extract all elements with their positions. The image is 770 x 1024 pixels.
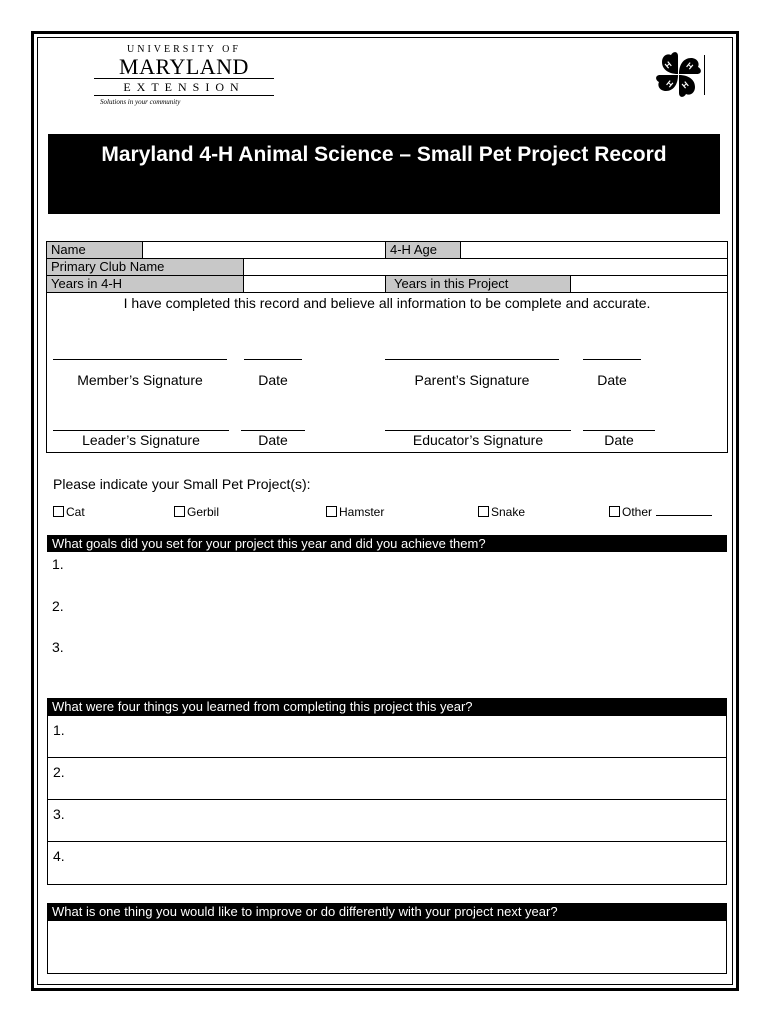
option-snake[interactable] (478, 505, 525, 519)
improve-question: What is one thing you would like to improve or do differently with your project next year? (47, 903, 727, 920)
date-label-1: Date (258, 372, 288, 388)
leader-signature-label: Leader’s Signature (82, 432, 200, 448)
years-project-field[interactable] (571, 276, 727, 292)
checkbox-cat[interactable] (53, 506, 64, 517)
club-field[interactable] (244, 259, 727, 275)
option-hamster-label: Hamster (339, 505, 385, 519)
date-label-3: Date (258, 432, 288, 448)
learned-number-1: 1. (53, 722, 65, 738)
checkbox-other[interactable] (609, 506, 620, 517)
learned-row-3[interactable] (48, 800, 726, 842)
learned-row-1[interactable] (48, 716, 726, 758)
checkbox-hamster[interactable] (326, 506, 337, 517)
age-label: 4-H Age (385, 242, 461, 258)
svg-text:H: H (664, 78, 675, 90)
certification-statement: I have completed this record and believe all information to be complete and accurate. (123, 295, 651, 311)
club-row (47, 259, 727, 276)
logo-tagline: Solutions in your community (100, 98, 181, 106)
option-gerbil-label: Gerbil (187, 505, 220, 519)
member-signature-line[interactable] (53, 359, 227, 360)
learned-answer-box (47, 715, 727, 885)
logo-line3: EXTENSION (94, 79, 274, 96)
parent-signature-label: Parent’s Signature (414, 372, 530, 388)
years-4h-label: Years in 4-H (47, 276, 244, 292)
educator-signature-label: Educator’s Signature (412, 432, 544, 448)
option-other-label: Other (622, 505, 653, 519)
club-label: Primary Club Name (47, 259, 244, 275)
page-inner-border (37, 37, 733, 985)
educator-signature-line[interactable] (385, 430, 571, 431)
years-row (47, 276, 727, 293)
option-gerbil[interactable] (174, 505, 219, 519)
date-line-1[interactable] (244, 359, 302, 360)
learned-row-2[interactable] (48, 758, 726, 800)
goal-number-3: 3. (52, 639, 64, 655)
svg-text:H: H (680, 79, 691, 91)
date-label-2: Date (597, 372, 627, 388)
project-prompt: Please indicate your Small Pet Project(s): (53, 476, 311, 492)
age-field[interactable] (461, 242, 727, 258)
form-page (31, 31, 739, 991)
svg-text:H: H (663, 59, 674, 71)
learned-number-3: 3. (53, 806, 65, 822)
date-line-3[interactable] (241, 430, 305, 431)
name-field[interactable] (143, 242, 385, 258)
logo-line1: UNIVERSITY OF (127, 44, 241, 55)
university-logo (94, 44, 274, 108)
four-h-clover-icon (650, 47, 706, 103)
checkbox-gerbil[interactable] (174, 506, 185, 517)
leader-signature-line[interactable] (53, 430, 229, 431)
name-label: Name (47, 242, 143, 258)
option-cat[interactable] (53, 505, 85, 519)
title-banner (48, 134, 720, 214)
goal-number-1: 1. (52, 556, 64, 572)
option-snake-label: Snake (491, 505, 526, 519)
date-line-2[interactable] (583, 359, 641, 360)
learned-number-4: 4. (53, 848, 65, 864)
learned-number-2: 2. (53, 764, 65, 780)
learned-question: What were four things you learned from completing this project this year? (47, 698, 727, 715)
date-label-4: Date (604, 432, 634, 448)
option-hamster[interactable] (326, 505, 384, 519)
logo-line2: MARYLAND (94, 56, 274, 79)
years-4h-field[interactable] (244, 276, 385, 292)
form-title: Maryland 4-H Animal Science – Small Pet Project Record (101, 143, 667, 166)
parent-signature-line[interactable] (385, 359, 559, 360)
svg-text:H: H (684, 60, 695, 72)
goals-question: What goals did you set for your project this year and did you achieve them? (47, 535, 727, 552)
other-text-line[interactable] (656, 505, 712, 516)
date-line-4[interactable] (583, 430, 655, 431)
years-project-label: Years in this Project (385, 276, 571, 292)
improve-answer-box[interactable] (47, 920, 727, 974)
option-cat-label: Cat (66, 505, 85, 519)
learned-row-4[interactable] (48, 842, 726, 884)
info-table (46, 241, 728, 453)
checkbox-snake[interactable] (478, 506, 489, 517)
member-signature-label: Member’s Signature (77, 372, 203, 388)
goal-number-2: 2. (52, 598, 64, 614)
name-row (47, 242, 727, 259)
option-other[interactable] (609, 505, 712, 519)
